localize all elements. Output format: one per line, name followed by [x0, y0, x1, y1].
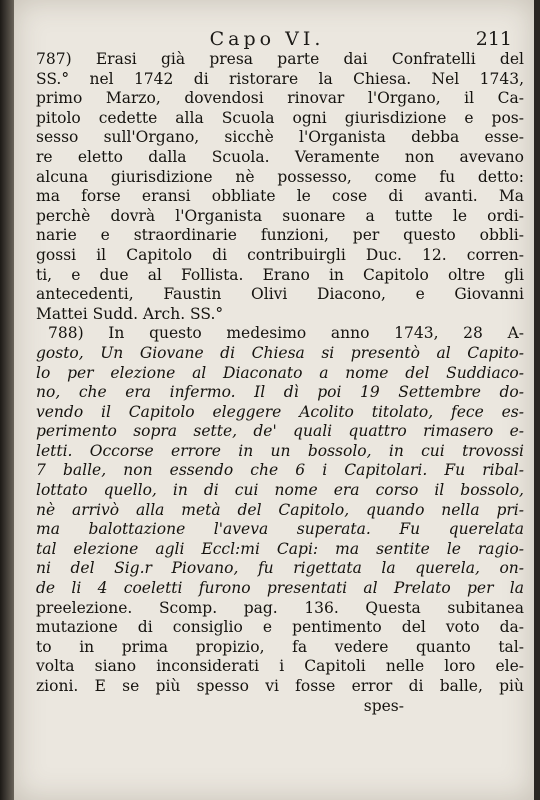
- text-line: gossi il Capitolo di contribuirgli Duc. 12. corren-: [36, 245, 524, 264]
- text-line: ma balottazione l'aveva superata. Fu querelata: [36, 520, 524, 539]
- text-line: vendo il Capitolo eleggere Acolito titolato, fece es-: [36, 402, 524, 421]
- text-line: gosto, Un Giovane di Chiesa si presentò al Capito-: [36, 343, 524, 362]
- text-line: letti. Occorse errore in un bossolo, in cui trovossi: [36, 441, 524, 460]
- text-line: re eletto dalla Scuola. Veramente non avevano: [36, 147, 524, 166]
- text-line: nè arrivò alla metà del Capitolo, quando nella pri-: [36, 500, 524, 519]
- text-line: perchè dovrà l'Organista suonare a tutte le ordi-: [36, 206, 524, 225]
- text-line: Mattei Sudd. Arch. SS.°: [36, 304, 224, 323]
- body-text: [36, 50, 524, 716]
- text-line: primo Marzo, dovendosi rinovar l'Organo, il Ca-: [36, 89, 524, 108]
- text-line: volta siano inconsiderati i Capitoli nelle loro ele-: [36, 657, 524, 676]
- text-line: ma forse eransi obbliate le cose di avanti. Ma: [36, 187, 524, 206]
- page-gutter-shadow: [0, 0, 14, 800]
- text-line: SS.° nel 1742 di ristorare la Chiesa. Nel 1743,: [36, 69, 524, 88]
- text-line: alcuna giurisdizione nè possesso, come fu detto:: [36, 167, 524, 186]
- text-line: 7 balle, non essendo che 6 i Capitolari. Fu ribal-: [36, 461, 524, 480]
- book-page: [14, 0, 534, 800]
- text-line: perimento sopra sette, de' quali quattro rimasero e-: [36, 422, 524, 441]
- text-line: preelezione. Scomp. pag. 136. Questa subitanea: [36, 598, 524, 617]
- text-line: to in prima propizio, fa vedere quanto tal-: [36, 637, 524, 656]
- text-line: sesso sull'Organo, sicchè l'Organista debba esse-: [36, 128, 524, 147]
- text-line: 788) In questo medesimo anno 1743, 28 A-: [48, 324, 524, 343]
- text-line: lottato quello, in di cui nome era corso il bossolo,: [36, 481, 524, 500]
- text-line: lo per elezione al Diaconato a nome del Suddiaco-: [36, 363, 524, 382]
- running-title: Capo VI.: [209, 28, 325, 50]
- text-line: mutazione di consiglio e pentimento del voto da-: [36, 618, 524, 637]
- text-line: pitolo cedette alla Scuola ogni giurisdizione e pos-: [36, 108, 524, 127]
- text-line: no, che era infermo. Il dì poi 19 Settembre do-: [36, 383, 524, 402]
- text-line: 787) Erasi già presa parte dai Confratelli del: [36, 50, 524, 68]
- text-line: antecedenti, Faustin Olivi Diacono, e Giovanni: [36, 285, 524, 304]
- text-line: ti, e due al Follista. Erano in Capitolo oltre gli: [36, 265, 524, 284]
- text-line: narie e straordinarie funzioni, per questo obbli-: [36, 226, 524, 245]
- text-line: tal elezione agli Eccl:mi Capi: ma sentite le ragio-: [36, 539, 524, 558]
- text-line: de li 4 coeletti furono presentati al Prelato per la: [36, 579, 524, 598]
- text-line: zioni. E se più spesso vi fosse error di balle, più: [36, 677, 524, 695]
- catchword: spes-: [363, 696, 404, 715]
- text-line: ni del Sig.r Piovano, fu rigettata la querela, on-: [36, 559, 524, 578]
- page-number: 211: [475, 28, 512, 50]
